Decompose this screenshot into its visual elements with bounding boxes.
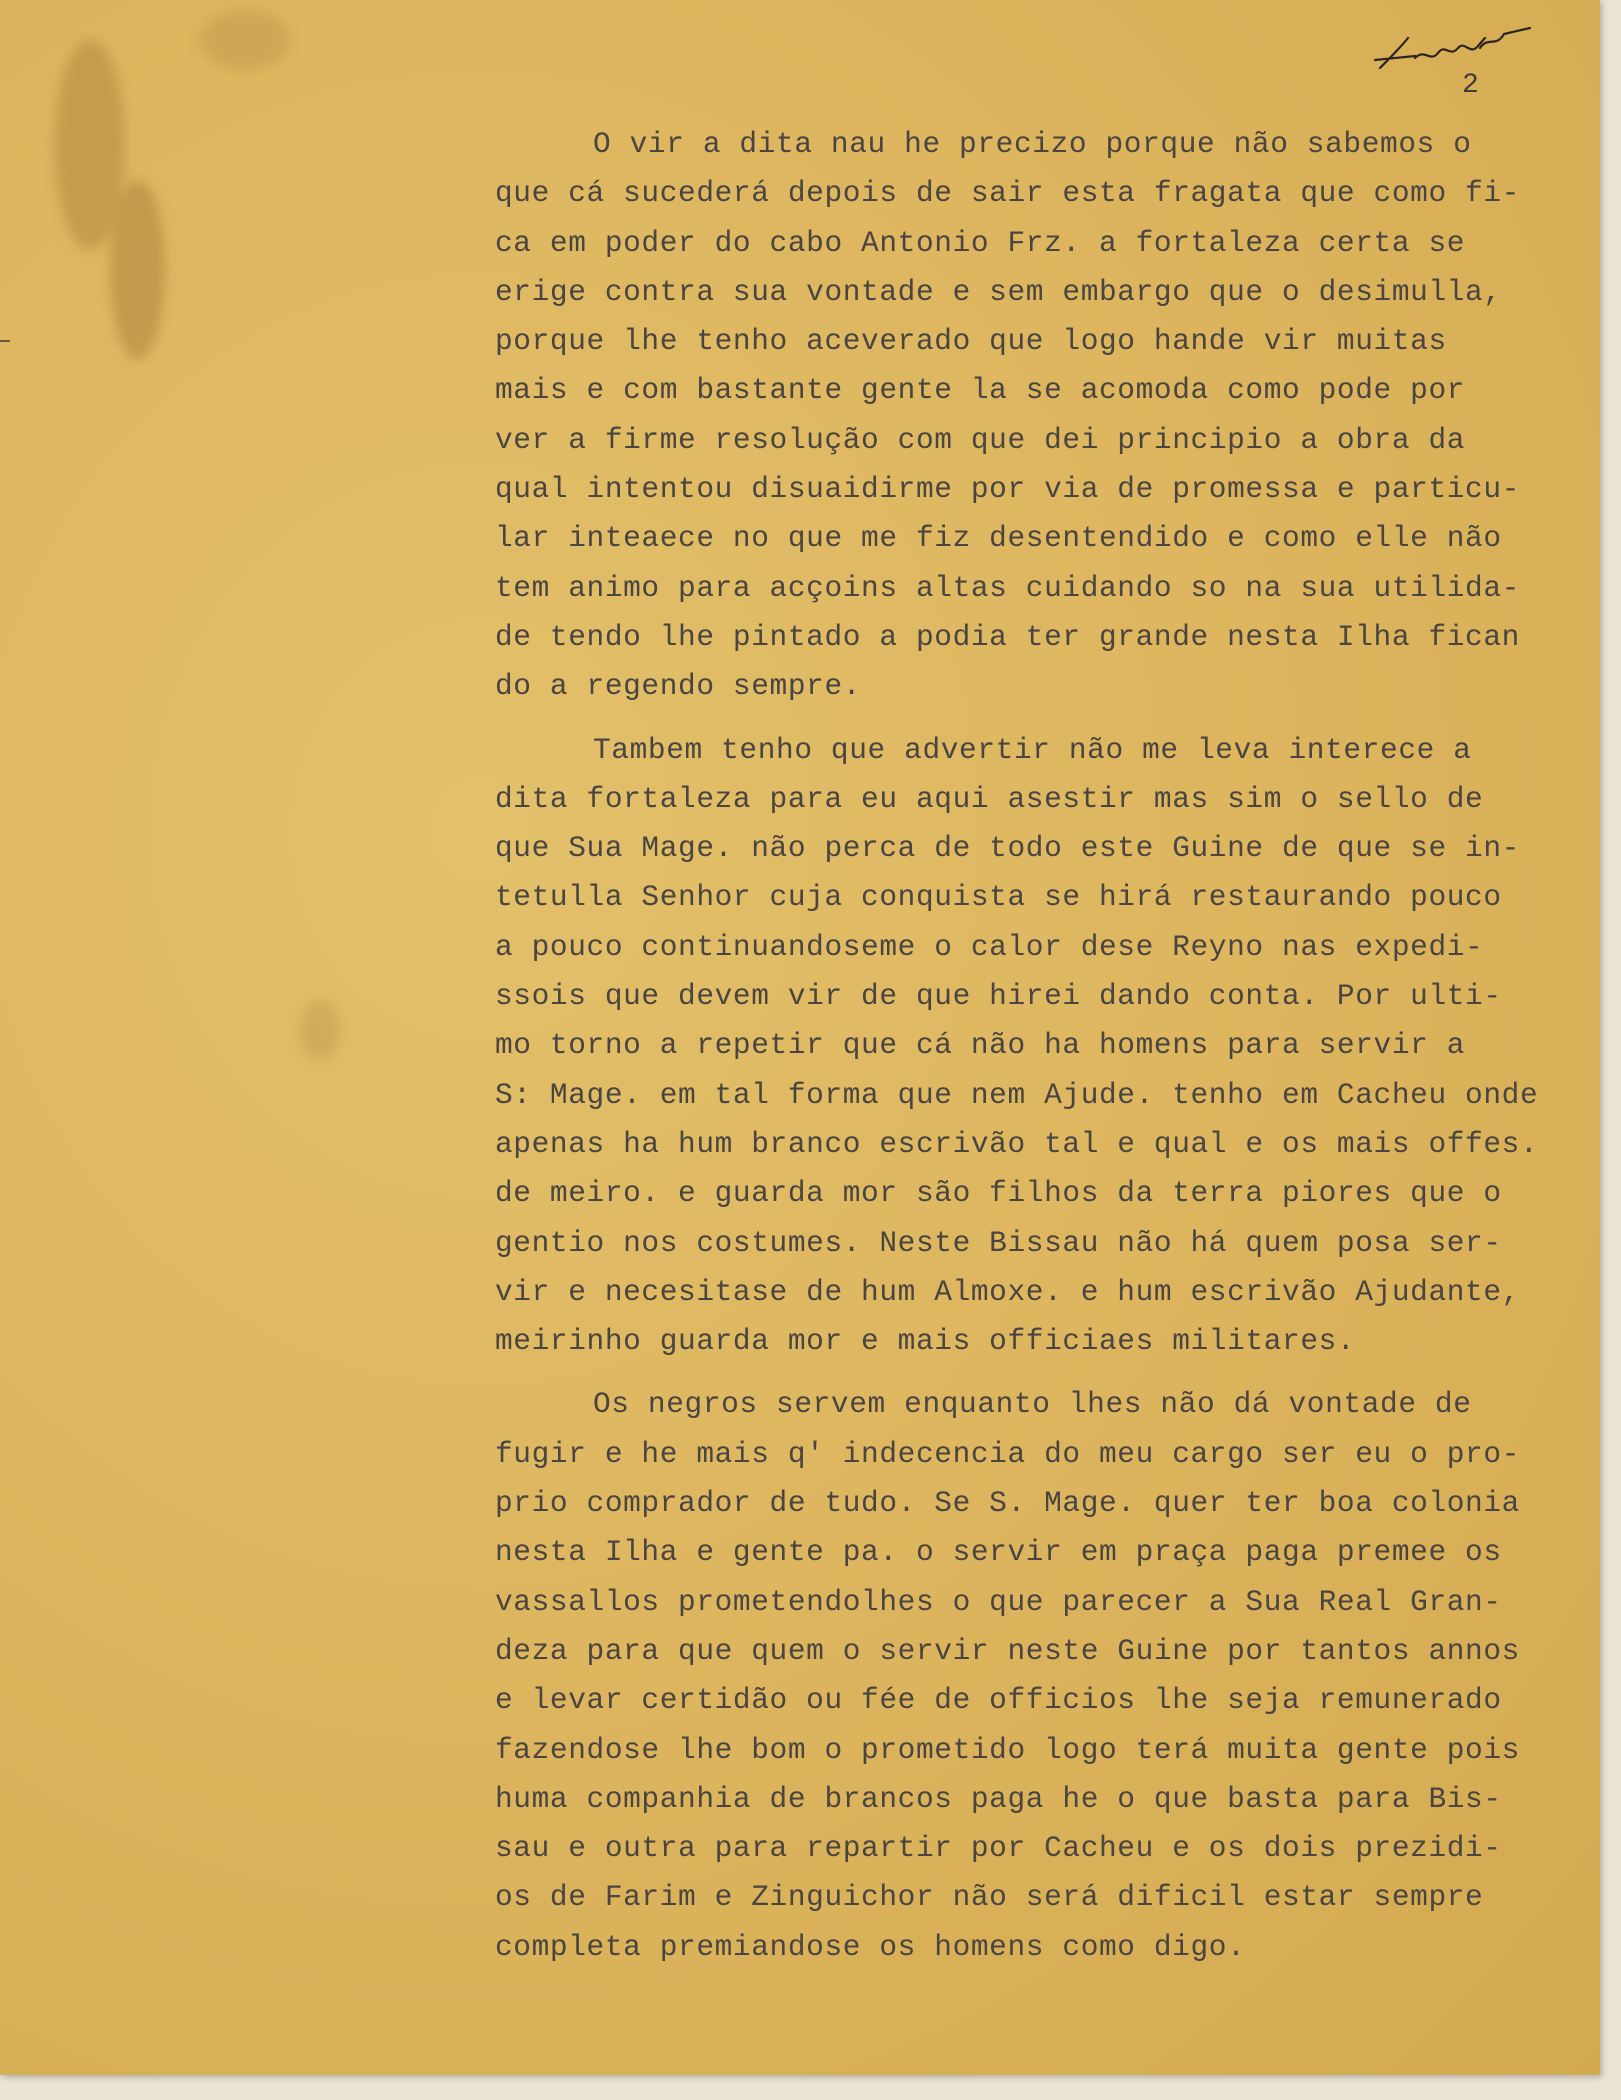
water-stain bbox=[200, 10, 290, 70]
text-line: completa premiandose os homens como digo. bbox=[495, 1929, 1246, 1964]
page-number: 2 bbox=[1462, 70, 1479, 101]
text-line: apenas ha hum branco escrivão tal e qual e os mais offes. bbox=[495, 1126, 1539, 1161]
text-line: porque lhe tenho aceverado que logo hande vir muitas bbox=[495, 324, 1447, 359]
text-line: qual intentou disuaidirme por via de promessa e particu- bbox=[495, 472, 1520, 507]
text-line: de meiro. e guarda mor são filhos da terra piores que o bbox=[495, 1176, 1502, 1211]
text-line: fazendose lhe bom o prometido logo terá muita gente pois bbox=[495, 1732, 1520, 1767]
text-line: nesta Ilha e gente pa. o servir em praça paga premee os bbox=[495, 1535, 1502, 1570]
text-line: ver a firme resolução com que dei principio a obra da bbox=[495, 422, 1466, 457]
water-stain bbox=[300, 1000, 340, 1060]
text-line: O vir a dita nau he precizo porque não sabemos o bbox=[593, 127, 1472, 161]
paragraph bbox=[495, 1380, 1615, 1972]
text-line: do a regendo sempre. bbox=[495, 669, 862, 704]
text-line: tem animo para acçoins altas cuidando so na sua utilida- bbox=[495, 570, 1520, 605]
margin-mark bbox=[0, 340, 10, 342]
text-line: dita fortaleza para eu aqui asestir mas sim o sello de bbox=[495, 781, 1484, 816]
text-line: os de Farim e Zinguichor não será dificil estar sempre bbox=[495, 1880, 1484, 1915]
text-line: huma companhia de brancos paga he o que basta para Bis- bbox=[495, 1781, 1502, 1816]
paragraph bbox=[495, 120, 1615, 712]
text-line: a pouco continuandoseme o calor dese Reyno nas expedi- bbox=[495, 929, 1484, 964]
text-line: fugir e he mais q' indecencia do meu cargo ser eu o pro- bbox=[495, 1436, 1520, 1471]
text-line: de tendo lhe pintado a podia ter grande nesta Ilha fican bbox=[495, 619, 1520, 654]
text-line: deza para que quem o servir neste Guine por tantos annos bbox=[495, 1633, 1520, 1668]
text-line: Os negros servem enquanto lhes não dá vontade de bbox=[593, 1387, 1472, 1422]
text-line: que Sua Mage. não perca de todo este Guine de que se in- bbox=[495, 831, 1520, 866]
text-line: ca em poder do cabo Antonio Frz. a fortaleza certa se bbox=[495, 225, 1466, 260]
text-line: vassallos prometendolhes o que parecer a Sua Real Gran- bbox=[495, 1584, 1502, 1619]
text-line: e levar certidão ou fée de officios lhe seja remunerado bbox=[495, 1683, 1502, 1718]
text-line: erige contra sua vontade e sem embargo que o desimulla, bbox=[495, 274, 1502, 309]
text-line: ssois que devem vir de que hirei dando conta. Por ulti- bbox=[495, 979, 1502, 1014]
document-body bbox=[495, 120, 1615, 1986]
paragraph bbox=[495, 726, 1615, 1367]
text-line: S: Mage. em tal forma que nem Ajude. tenho em Cacheu onde bbox=[495, 1077, 1539, 1112]
text-line: lar inteaece no que me fiz desentendido e como elle não bbox=[495, 521, 1502, 556]
text-line: gentio nos costumes. Neste Bissau não há quem posa ser- bbox=[495, 1225, 1502, 1260]
text-line: tetulla Senhor cuja conquista se hirá restaurando pouco bbox=[495, 880, 1502, 915]
water-stain bbox=[110, 180, 165, 360]
handwritten-signature bbox=[1370, 18, 1540, 88]
text-line: sau e outra para repartir por Cacheu e os dois prezidi- bbox=[495, 1831, 1502, 1866]
text-line: que cá sucederá depois de sair esta fragata que como fi- bbox=[495, 176, 1520, 211]
text-line: mo torno a repetir que cá não ha homens para servir a bbox=[495, 1028, 1466, 1063]
text-line: vir e necesitase de hum Almoxe. e hum escrivão Ajudante, bbox=[495, 1274, 1520, 1309]
text-line: meirinho guarda mor e mais officiaes militares. bbox=[495, 1324, 1356, 1359]
text-line: prio comprador de tudo. Se S. Mage. quer ter boa colonia bbox=[495, 1486, 1520, 1521]
text-line: Tambem tenho que advertir não me leva interece a bbox=[593, 732, 1472, 767]
text-line: mais e com bastante gente la se acomoda como pode por bbox=[495, 373, 1466, 408]
